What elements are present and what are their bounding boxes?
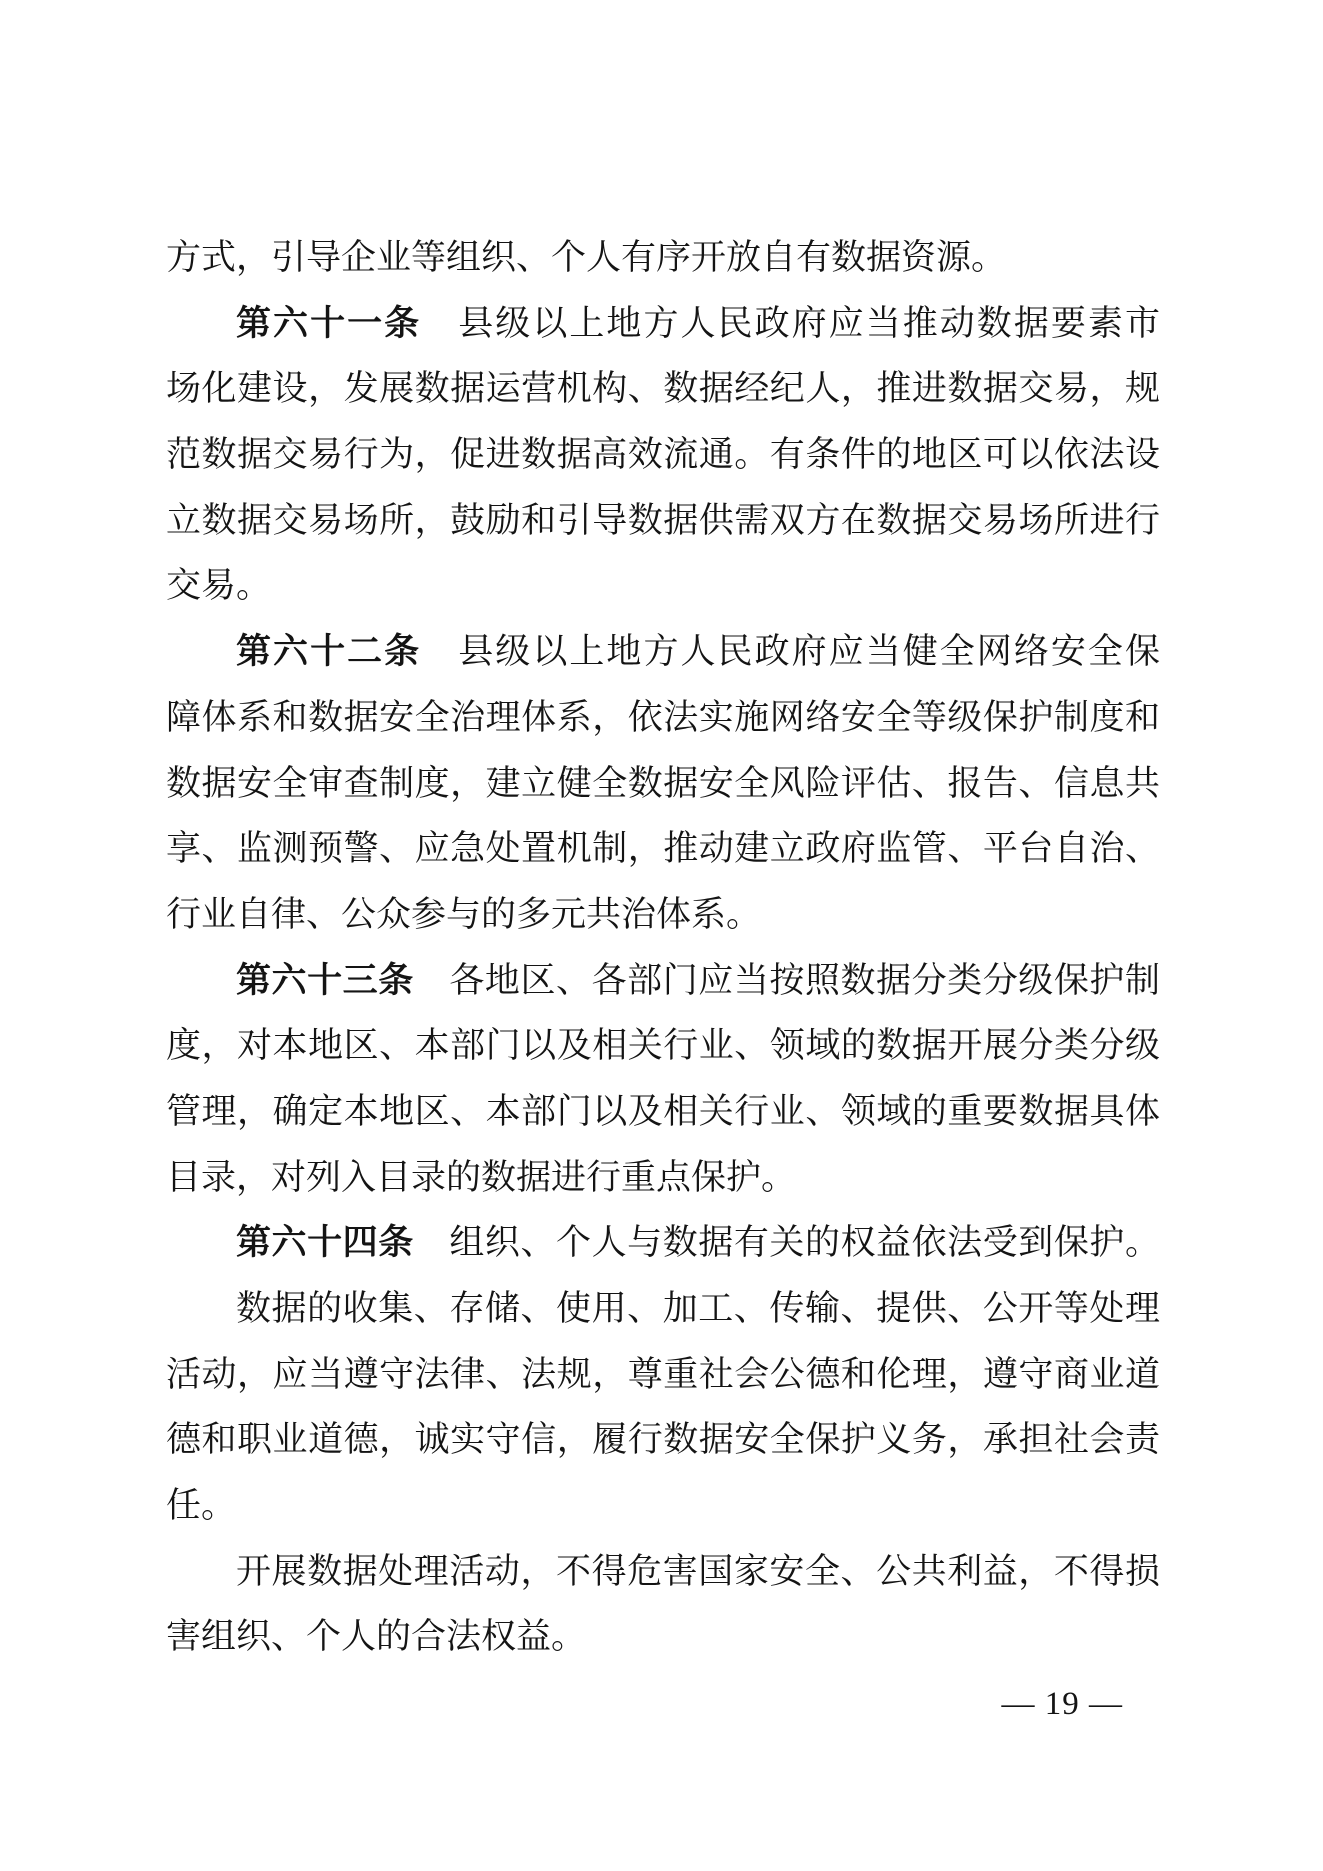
article-heading: 第六十二条 [236,632,422,672]
text-block [166,225,1160,1670]
body-text: 障体系和数据安全治理体系，依法实施网络安全等级保护制度和 [166,697,1160,737]
document-line [166,816,1160,882]
document-line [166,1210,1160,1276]
body-text: 行业自律、公众参与的多元共治体系。 [166,894,762,934]
body-text: 数据安全审查制度，建立健全数据安全风险评估、报告、信息共 [166,763,1160,803]
body-text: 活动，应当遵守法律、法规，尊重社会公德和伦理，遵守商业道 [166,1354,1160,1394]
body-text: 方式，引导企业等组织、个人有序开放自有数据资源。 [166,238,1007,277]
document-line [166,882,1160,948]
body-text: 害组织、个人的合法权益。 [166,1617,587,1657]
article-heading: 第六十一条 [236,303,422,343]
body-text: 范数据交易行为，促进数据高效流通。有条件的地区可以依法设 [166,435,1160,475]
body-text: 任。 [166,1486,237,1526]
document-line [166,488,1160,554]
body-text: 目录，对列入目录的数据进行重点保护。 [166,1157,797,1197]
document-line [166,1604,1160,1670]
body-text: 德和职业道德，诚实守信，履行数据安全保护义务，承担社会责 [166,1420,1160,1460]
document-line [166,356,1160,422]
body-text: 度，对本地区、本部门以及相关行业、领域的数据开展分类分级 [166,1026,1160,1066]
body-text: 管理，确定本地区、本部门以及相关行业、领域的重要数据具体 [166,1091,1160,1131]
article-heading: 第六十三条 [236,960,414,1000]
body-text: 县级以上地方人民政府应当推动数据要素市 [421,303,1160,343]
body-text: 交易。 [166,566,272,606]
document-line [166,1013,1160,1079]
document-line [166,1145,1160,1211]
body-text: 数据的收集、存储、使用、加工、传输、提供、公开等处理 [236,1289,1160,1328]
body-text: 场化建设，发展数据运营机构、数据经纪人，推进数据交易，规 [166,369,1160,409]
body-text: 享、监测预警、应急处置机制，推动建立政府监管、平台自治、 [166,829,1160,869]
document-line [166,1079,1160,1145]
page-number: — 19 — [1001,1686,1123,1722]
document-line [166,1342,1160,1408]
body-text: 立数据交易场所，鼓励和引导数据供需双方在数据交易场所进行 [166,500,1160,540]
document-line [166,948,1160,1014]
document-line [166,751,1160,817]
document-line [166,553,1160,619]
document-line [166,1539,1160,1605]
body-text: 开展数据处理活动，不得危害国家安全、公共利益，不得损 [236,1551,1160,1591]
article-heading: 第六十四条 [236,1223,414,1263]
document-line [166,1276,1160,1342]
document-line [166,1473,1160,1539]
document-line [166,225,1160,291]
body-text: 县级以上地方人民政府应当健全网络安全保 [421,632,1160,672]
document-line [166,291,1160,357]
body-text: 各地区、各部门应当按照数据分类分级保护制 [413,960,1160,1000]
document-line [166,1407,1160,1473]
document-line [166,619,1160,685]
body-text: 组织、个人与数据有关的权益依法受到保护。 [413,1223,1160,1263]
document-line [166,685,1160,751]
document-line [166,422,1160,488]
